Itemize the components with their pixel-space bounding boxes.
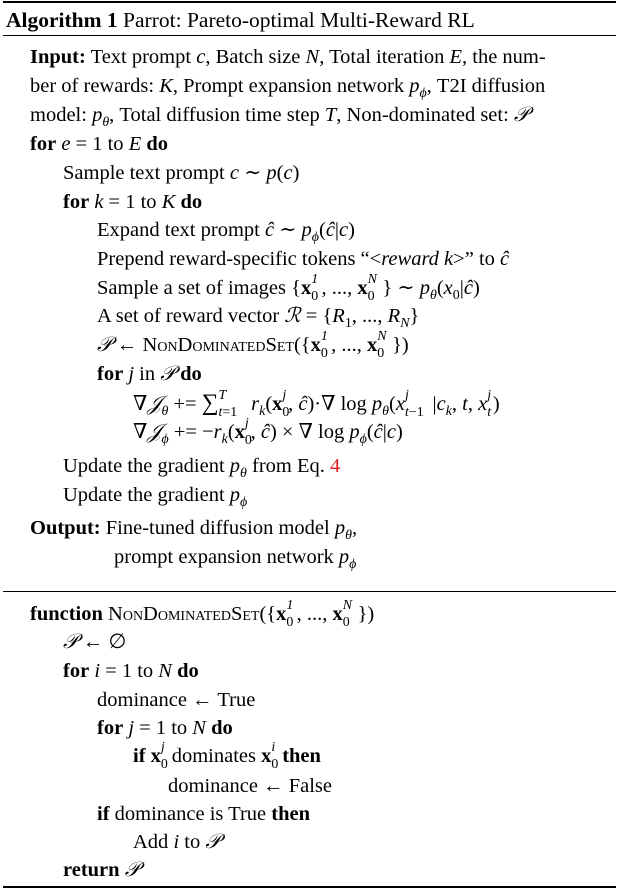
bottom-rule [3, 886, 616, 888]
top-rule [3, 1, 616, 3]
output-keyword: Output: [30, 517, 101, 539]
dominance-false-step: dominance ← False [168, 775, 332, 797]
sample-prompt-step: Sample text prompt c ∼ p(c) [63, 162, 300, 184]
nondominated-call: NonDominatedSet [142, 334, 294, 356]
return-step: return 𝒫 [63, 859, 140, 881]
algorithm-title: Parrot: Pareto-optimal Multi-Reward RL [123, 8, 475, 32]
for-j-loop: for j = 1 to N do [97, 717, 233, 739]
function-name: NonDominatedSet [108, 603, 260, 625]
for-i-loop: for i = 1 to N do [63, 660, 199, 682]
output-rule [3, 591, 616, 592]
for-j-in-p-loop: for j in 𝒫 do [97, 363, 202, 385]
equation-reference-link[interactable]: 4 [330, 455, 341, 477]
update-theta-step: Update the gradient $p_\theta$ from Eq. 4 [63, 455, 341, 482]
reward-vector-step: A set of reward vector ℛ = {$R_1$, ..., $R_N$} [97, 305, 420, 332]
expand-prompt-step: Expand text prompt ĉ ∼ $p_\phi(ĉ|c)$ [97, 219, 355, 246]
input-keyword: Input: [30, 46, 86, 68]
dominance-true-step: dominance ← True [97, 689, 256, 711]
prepend-tokens-step: Prepend reward-specific tokens “<reward k>” to ĉ [97, 248, 510, 270]
output-line-1: Output: Fine-tuned diffusion model $p_\theta$, [30, 517, 358, 544]
input-line-3: model: $p_\theta$, Total diffusion time step T, Non-dominated set: 𝒫 [30, 104, 529, 131]
for-k-loop: for k = 1 to K do [63, 191, 203, 213]
grad-phi-step: ∇𝒥$_\phi$ += $-r_k(x$ j 0 , ĉ) × ∇ $\log p_\phi(ĉ|c)$ [133, 416, 403, 449]
nondominated-assign-step: 𝒫 ← NonDominatedSet({x 1 0 , ..., x N 0 }) [97, 329, 409, 362]
input-line-1: Input: Text prompt c, Batch size N, Total iteration E, the num- [30, 46, 546, 68]
output-line-2: prompt expansion network $p_\phi$ [114, 546, 357, 573]
algorithm-label: Algorithm 1 [6, 8, 118, 32]
sample-images-step: Sample a set of images {x 1 0 , ..., x N 0 } ∼ $p_\theta(x_0|ĉ)$ [97, 272, 480, 305]
grad-theta-step: ∇𝒥$_\theta$ += ∑ T t=1 $r_k(x$ j 0 , ĉ)·∇ $\log p_\theta(x$ j t−1 $|c_k$, t, x j t ) [133, 388, 500, 421]
init-set-step: 𝒫 ← ∅ [63, 631, 127, 653]
algorithm-caption [6, 10, 475, 32]
function-keyword: function [30, 603, 103, 625]
if-dominates-step: if x j 0 dominates x i 0 then [133, 740, 321, 773]
input-line-2: ber of rewards: K, Prompt expansion network $p_\phi$, T2I diffusion [30, 75, 546, 102]
add-i-step: Add i to 𝒫 [133, 831, 221, 853]
caption-rule [3, 35, 616, 36]
function-signature: function NonDominatedSet({x 1 0 , ..., x N 0 }) [30, 598, 375, 631]
for-e-loop: for e = 1 to E do [30, 133, 168, 155]
update-phi-step: Update the gradient $p_\phi$ [63, 484, 248, 511]
if-dominance-true-step: if dominance is True then [97, 803, 310, 825]
